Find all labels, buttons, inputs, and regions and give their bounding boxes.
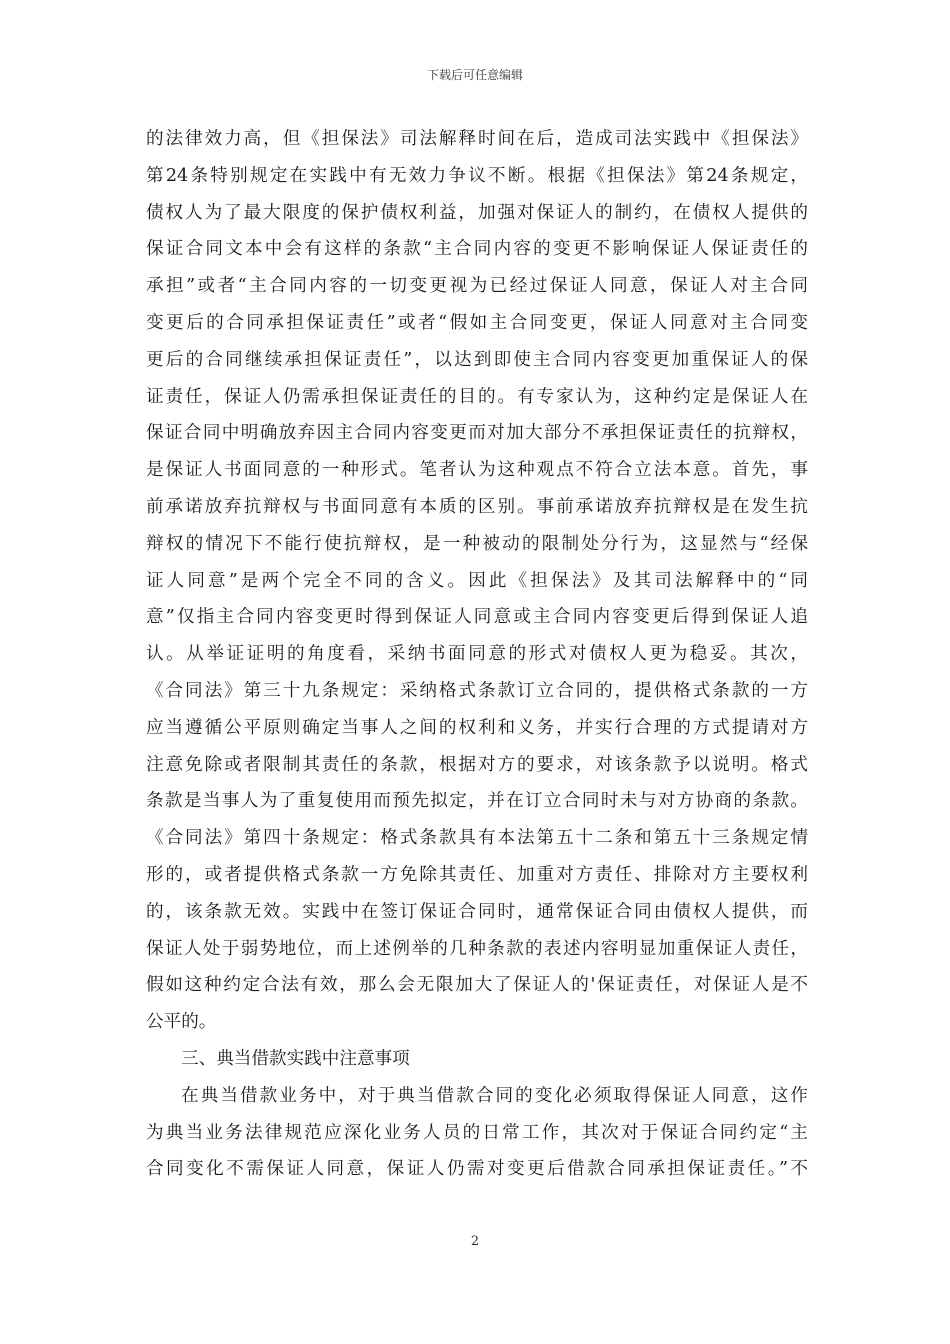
text-line: 公平的。 <box>146 1012 217 1033</box>
text-line: 第24条特别规定在实践中有无效力争议不断。根据《担保法》第24条规定， <box>146 165 808 186</box>
text-line: 的，该条款无效。实践中在签订保证合同时，通常保证合同由债权人提供，而 <box>146 901 808 922</box>
text-line: 应当遵循公平原则确定当事人之间的权利和义务，并实行合理的方式提请对方 <box>146 717 808 738</box>
text-line: 为典当业务法律规范应深化业务人员的日常工作，其次对于保证合同约定“主 <box>146 1122 808 1143</box>
text-line: 注意免除或者限制其责任的条款，根据对方的要求，对该条款予以说明。格式 <box>146 754 808 775</box>
text-line: 合同变化不需保证人同意，保证人仍需对变更后借款合同承担保证责任。”不 <box>146 1159 808 1180</box>
text-line: 辩权的情况下不能行使抗辩权，是一种被动的限制处分行为，这显然与“经保 <box>146 533 808 554</box>
text-line: 更后的合同继续承担保证责任”，以达到即使主合同内容变更加重保证人的保 <box>146 349 808 370</box>
text-line: 形的，或者提供格式条款一方免除其责任、加重对方责任、排除对方主要权利 <box>146 864 808 885</box>
page-number: 2 <box>470 1234 480 1249</box>
page-header: 下载后可任意编辑 <box>426 68 523 82</box>
text-line: 承担”或者“主合同内容的一切变更视为已经过保证人同意，保证人对主合同 <box>146 276 808 297</box>
text-line: 保证人处于弱势地位，而上述例举的几种条款的表述内容明显加重保证人责任， <box>146 938 808 959</box>
text-line: 条款是当事人为了重复使用而预先拟定，并在订立合同时未与对方协商的条款。 <box>146 791 808 812</box>
text-line: 是保证人书面同意的一种形式。笔者认为这种观点不符合立法本意。首先，事 <box>146 460 808 481</box>
document-body <box>146 121 808 1188</box>
paragraph-2 <box>146 1078 808 1188</box>
text-line: 意”仅指主合同内容变更时得到保证人同意或主合同内容变更后得到保证人追 <box>146 607 808 628</box>
text-line: 变更后的合同承担保证责任”或者“假如主合同变更，保证人同意对主合同变 <box>146 312 808 333</box>
text-line: 认。从举证证明的角度看，采纳书面同意的形式对债权人更为稳妥。其次， <box>146 644 808 665</box>
text-line: 证人同意”是两个完全不同的含义。因此《担保法》及其司法解释中的“同 <box>146 570 808 591</box>
text-line: 《合同法》第三十九条规定：采纳格式条款订立合同的，提供格式条款的一方 <box>146 680 808 701</box>
text-line: 假如这种约定合法有效，那么会无限加大了保证人的'保证责任，对保证人是不 <box>146 975 808 996</box>
paragraph-1 <box>146 121 808 1041</box>
text-line: 证责任，保证人仍需承担保证责任的目的。有专家认为，这种约定是保证人在 <box>146 386 808 407</box>
text-line: 保证合同文本中会有这样的条款“主合同内容的变更不影响保证人保证责任的 <box>146 239 808 260</box>
text-line: 在典当借款业务中，对于典当借款合同的变化必须取得保证人同意，这作 <box>181 1085 808 1106</box>
text-line: 《合同法》第四十条规定：格式条款具有本法第五十二条和第五十三条规定情 <box>146 828 808 849</box>
section-heading: 三、典当借款实践中注意事项 <box>181 1048 410 1069</box>
text-line: 前承诺放弃抗辩权与书面同意有本质的区别。事前承诺放弃抗辩权是在发生抗 <box>146 496 808 517</box>
text-line: 保证合同中明确放弃因主合同内容变更而对加大部分不承担保证责任的抗辩权， <box>146 423 808 444</box>
text-line: 的法律效力高，但《担保法》司法解释时间在后，造成司法实践中《担保法》 <box>146 129 808 149</box>
text-line: 债权人为了最大限度的保护债权利益，加强对保证人的制约，在债权人提供的 <box>146 202 808 223</box>
